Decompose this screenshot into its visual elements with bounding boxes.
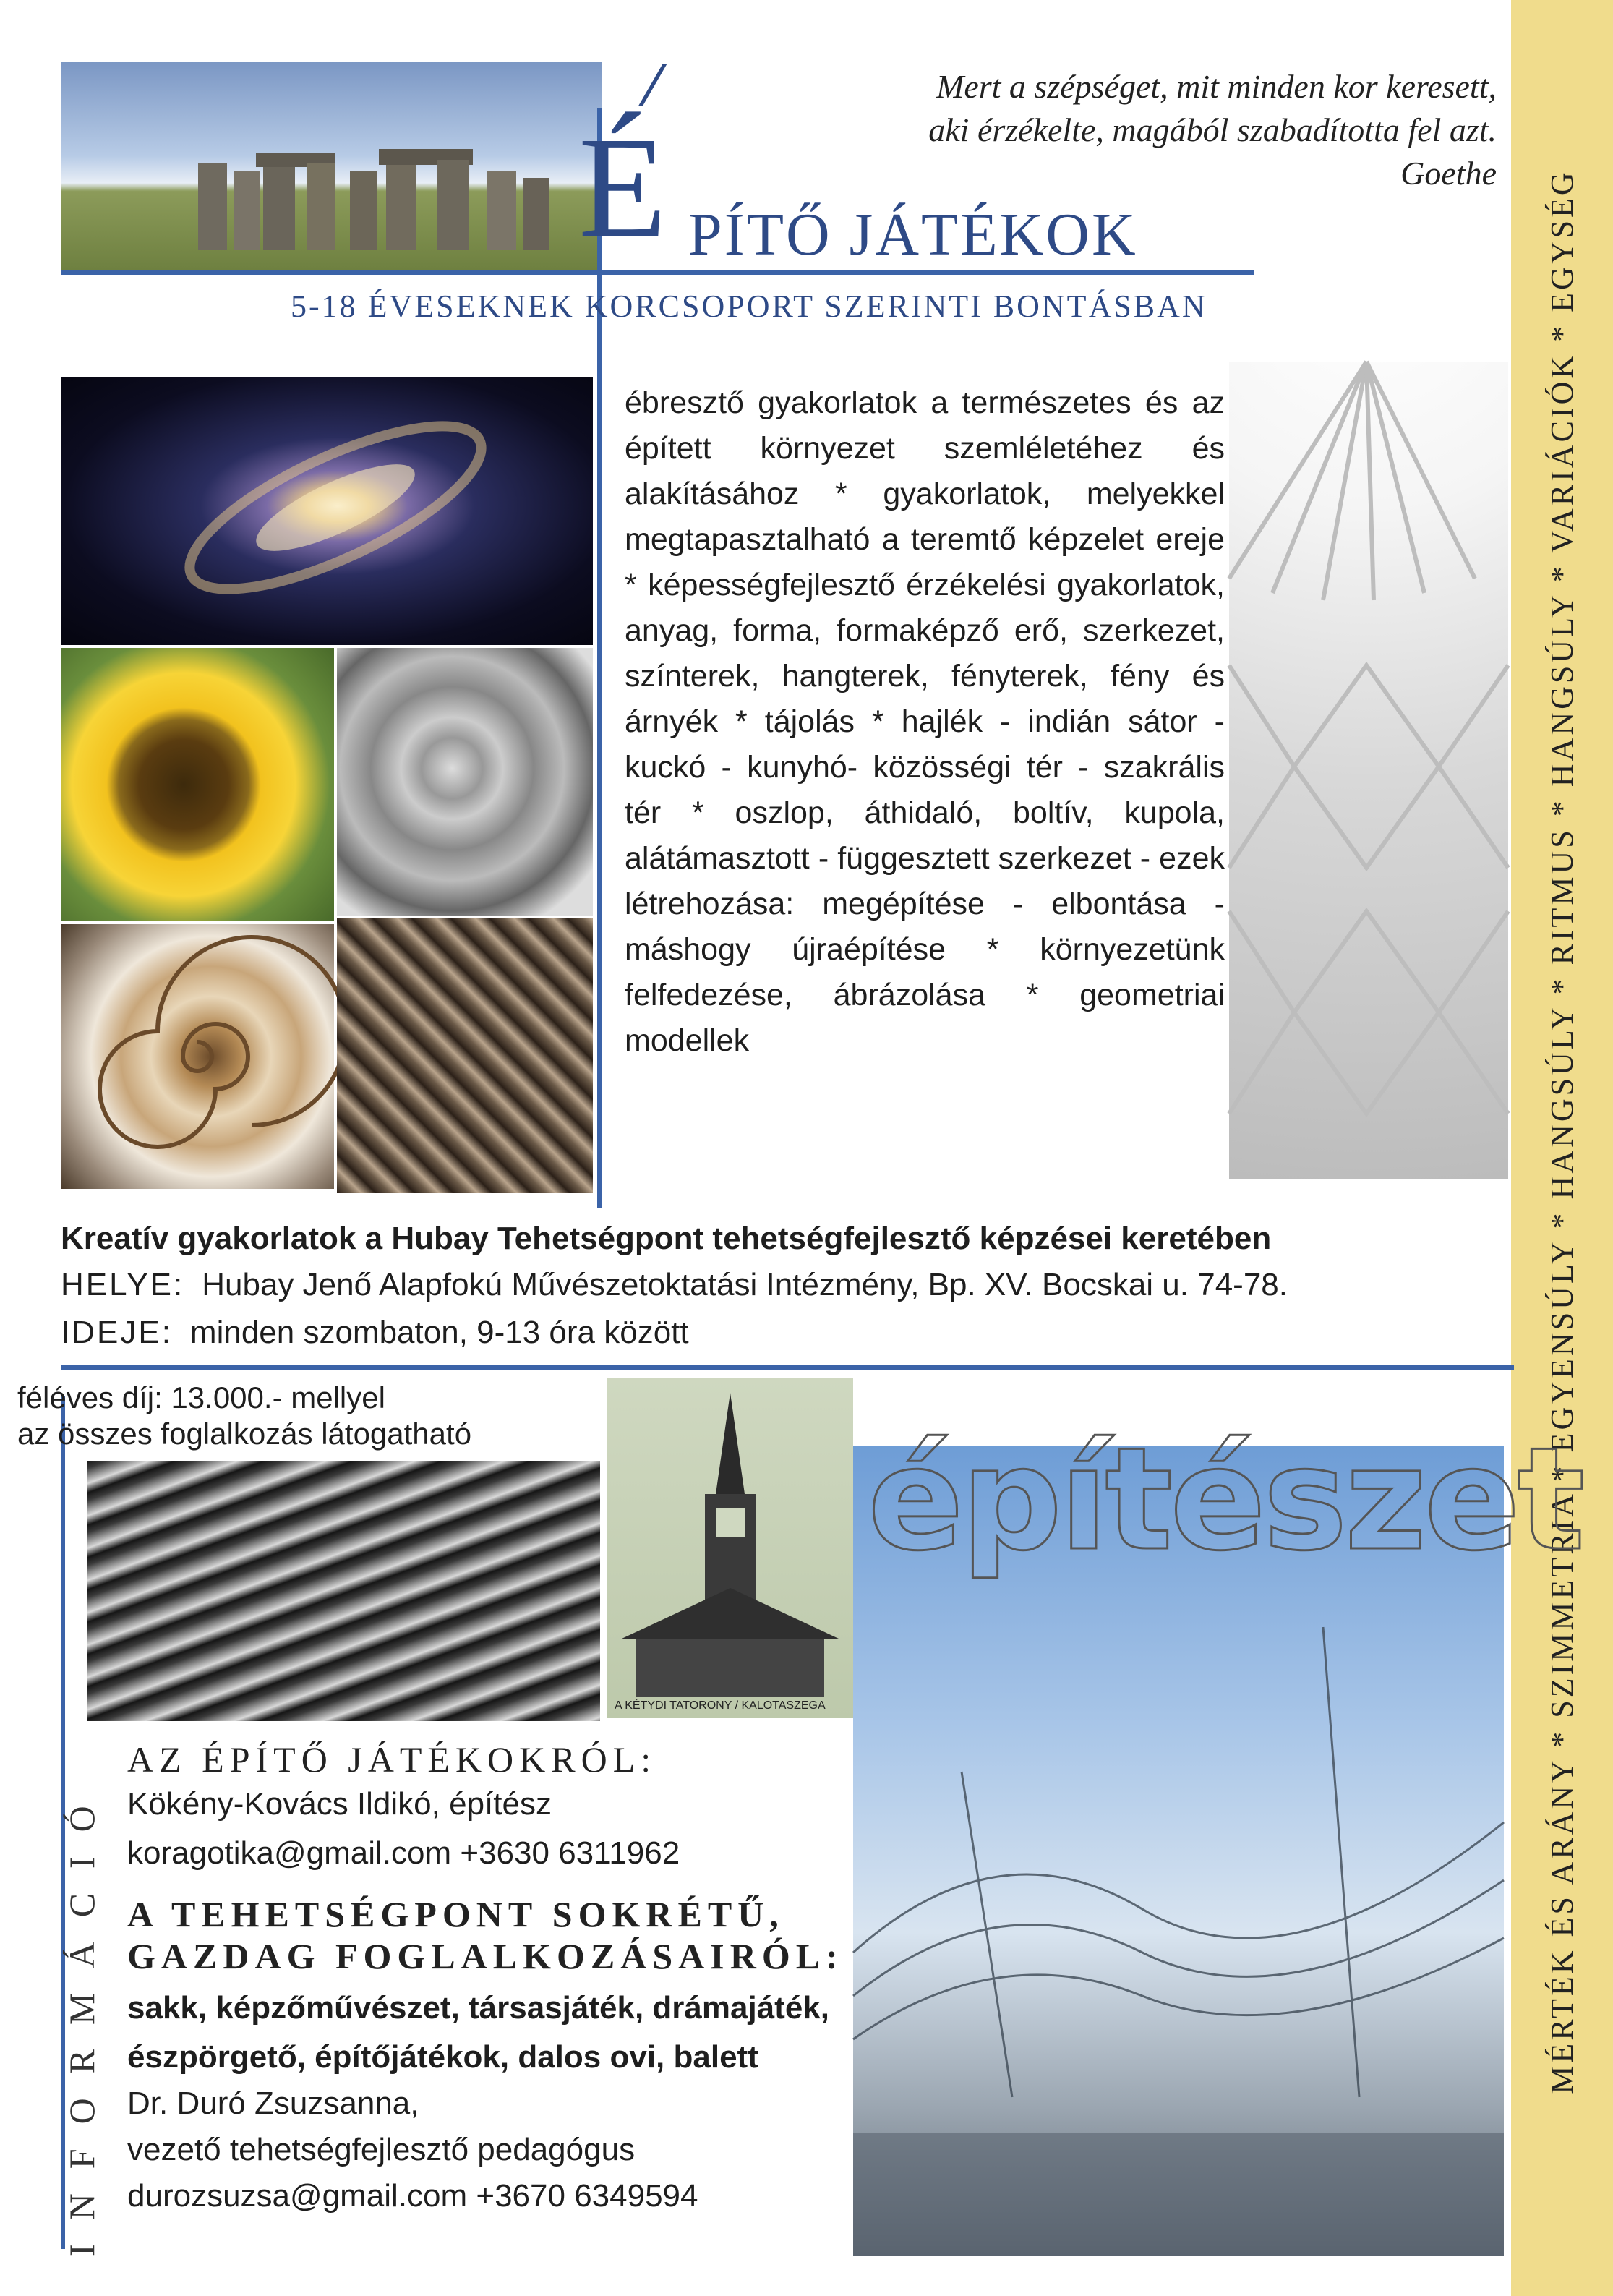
contact-role2: vezető tehetségfejlesztő pedagógus bbox=[127, 2132, 636, 2167]
quote-line2: aki érzékelte, magából szabadította fel azt. bbox=[928, 111, 1497, 148]
quote bbox=[723, 65, 1497, 195]
contact-name1: Kökény-Kovács Ildikó, építész bbox=[127, 1786, 552, 1822]
time-row bbox=[61, 1315, 689, 1351]
ammonite-image bbox=[337, 648, 593, 916]
contact-name2: Dr. Duró Zsuzsanna, bbox=[127, 2086, 419, 2121]
place-row bbox=[61, 1267, 1288, 1303]
time-label: IDEJE: bbox=[61, 1315, 173, 1350]
accent-mark bbox=[638, 64, 691, 106]
contact-block bbox=[127, 1738, 850, 2214]
title-rule bbox=[61, 270, 1254, 275]
info-vertical-label: INFORMÁCIÓ bbox=[61, 1781, 102, 2256]
heading-builder-games: AZ ÉPÍTŐ JÁTÉKOKRÓL: bbox=[127, 1739, 657, 1780]
church-image bbox=[607, 1378, 853, 1718]
church-tower-icon bbox=[607, 1378, 853, 1718]
place-label: HELYE: bbox=[61, 1267, 185, 1302]
pinecone-image bbox=[337, 918, 593, 1193]
place-value: Hubay Jenő Alapfokú Művészetoktatási Intézmény, Bp. XV. Bocskai u. 74-78. bbox=[202, 1267, 1288, 1302]
contact-email2: durozsuzsa@gmail.com +3670 6349594 bbox=[127, 2178, 698, 2214]
vertical-rule bbox=[597, 108, 602, 1208]
vault-ribs-icon bbox=[1229, 362, 1508, 1179]
vault-image bbox=[1229, 362, 1508, 1179]
contact-email1: koragotika@gmail.com +3630 6311962 bbox=[127, 1835, 680, 1871]
nautilus-spiral-icon bbox=[61, 924, 334, 1189]
quote-line1: Mert a szépséget, mit minden kor keresett, bbox=[936, 68, 1497, 105]
nautilus-image bbox=[61, 924, 334, 1189]
heading-talent-point-1: A TEHETSÉGPONT SOKRÉTŰ, bbox=[127, 1894, 784, 1934]
galaxy-icon bbox=[61, 377, 593, 645]
fee-line1: féléves díj: 13.000.- mellyel bbox=[17, 1380, 385, 1414]
fee-block bbox=[17, 1380, 471, 1452]
stonehenge-image bbox=[61, 62, 602, 270]
title-first-letter: É bbox=[578, 108, 667, 268]
page-title: PÍTŐ JÁTÉKOK bbox=[688, 201, 1138, 268]
church-caption: A KÉTYDI TATORONY / KALOTASZEGA bbox=[615, 1699, 826, 1712]
stonehenge-icon bbox=[61, 62, 602, 270]
info-rule bbox=[61, 1365, 1514, 1370]
quote-author: Goethe bbox=[1400, 155, 1497, 192]
heading-talent-point-2: GAZDAG FOGLALKOZÁSAIRÓL: bbox=[127, 1936, 844, 1976]
program-headline: Kreatív gyakorlatok a Hubay Tehetségpont tehetségfejlesztő képzései keretében bbox=[61, 1221, 1272, 1256]
side-band-text: MÉRTÉK ÉS ARÁNY * SZIMMETRIA * EGYENSÚLY * HANGSÚLY * RITMUS * HANGSÚLY * VARIÁCIÓK * EGYSÉG bbox=[1544, 169, 1580, 2094]
description-paragraph: ébresztő gyakorlatok a természetes és az épített környezet szemléletéhez és alakításához * gyakorlatok, melyekkel megtapasztalható a teremtő képzelet ereje * képességfejlesztő érzékelési gyakorlatok, anyag, forma, formaképző erő, szerkezet, színterek, hangterek, fényterek, fény és árnyék * tájolás * hajlék - indián sátor - kuckó - kunyhó- közösségi tér - szakrális tér * oszlop, áthidaló, boltív, kupola, alátámasztott - függesztett szerkezet - ezek létrehozása: megépítése - elbontása - máshogy újraépítése * környezetünk felfedezése, ábrázolása * geometriai modellek bbox=[625, 385, 1225, 1058]
fee-line2: az összes foglalkozás látogatható bbox=[17, 1417, 472, 1451]
activities-line1: sakk, képzőművészet, társasjáték, drámajáték, bbox=[127, 1990, 829, 2026]
sunflower-image bbox=[61, 648, 334, 921]
activities-line2: észpörgető, építőjátékok, dalos ovi, balett bbox=[127, 2039, 758, 2075]
architecture-word: építészet bbox=[868, 1417, 1583, 1582]
net-structure-image bbox=[853, 1417, 1583, 2256]
amphitheatre-image bbox=[87, 1461, 600, 1721]
galaxy-image bbox=[61, 377, 593, 645]
page-subtitle: 5-18 ÉVESEKNEK KORCSOPORT SZERINTI BONTÁSBAN bbox=[291, 289, 1207, 324]
time-value: minden szombaton, 9-13 óra között bbox=[189, 1315, 689, 1350]
